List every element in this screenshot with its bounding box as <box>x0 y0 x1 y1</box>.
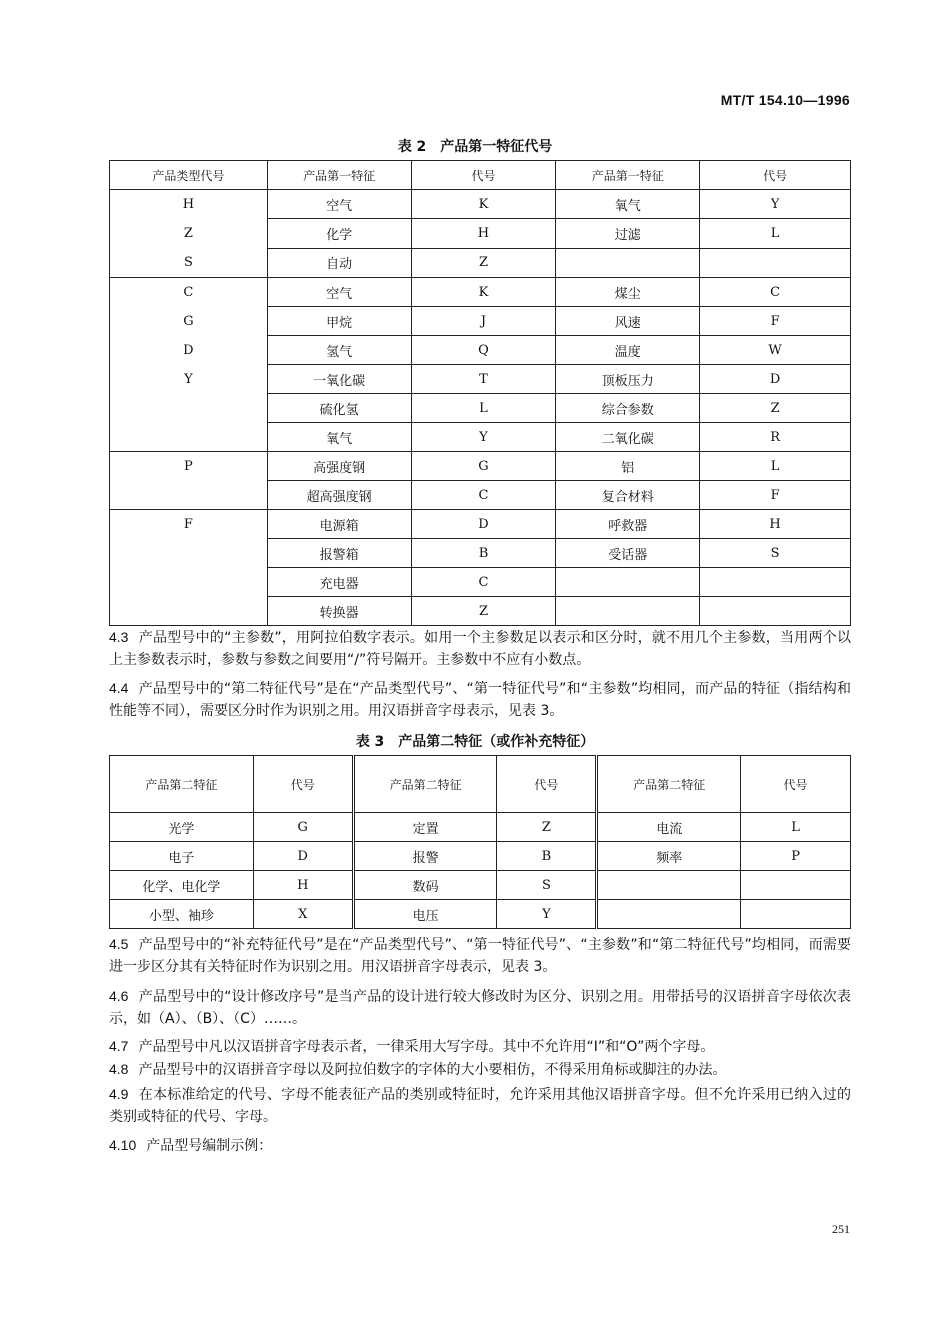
feature-name-cell: 空气 <box>267 278 411 307</box>
feature-code-cell: X <box>253 900 353 929</box>
table-row <box>110 452 851 481</box>
feature-name-cell <box>556 248 700 277</box>
feature-code-cell: H <box>411 219 556 248</box>
table-row <box>110 278 851 307</box>
type-code: Y <box>184 372 193 387</box>
clause-text: 产品型号中的汉语拼音字母以及阿拉伯数字的字体的大小要相仿，不得采用角标或脚注的办法。 <box>138 1062 727 1078</box>
clause-paragraph <box>109 626 851 671</box>
feature-code-cell: L <box>741 813 851 842</box>
feature-code-cell <box>700 568 851 597</box>
type-code: S <box>183 255 193 270</box>
feature-code-cell: L <box>700 219 851 248</box>
table3-header: 产品第二特征 <box>353 756 497 813</box>
clause-paragraph <box>109 985 851 1030</box>
product-type-codes <box>110 452 268 510</box>
feature-code-cell <box>741 871 851 900</box>
feature-code-cell: R <box>700 423 851 452</box>
feature-name-cell: 电源箱 <box>267 510 411 539</box>
feature-name-cell: 转换器 <box>267 597 411 626</box>
feature-code-cell: D <box>253 842 353 871</box>
table-row <box>110 813 851 842</box>
feature-name-cell: 定置 <box>353 813 497 842</box>
feature-code-cell: H <box>253 871 353 900</box>
feature-name-cell: 频率 <box>597 842 741 871</box>
table3-caption: 表 3 产品第二特征（或作补充特征） <box>355 734 595 750</box>
feature-code-cell: H <box>700 510 851 539</box>
feature-code-cell: D <box>700 365 851 394</box>
feature-name-cell: 光学 <box>110 813 254 842</box>
clause-paragraph <box>109 933 851 978</box>
product-type-codes <box>110 278 268 452</box>
feature-name-cell: 充电器 <box>267 568 411 597</box>
table3-header: 产品第二特征 <box>110 756 254 813</box>
table3-header: 代号 <box>741 756 851 813</box>
product-type-codes <box>110 510 268 626</box>
feature-name-cell: 报警 <box>353 842 497 871</box>
table2-header: 产品第一特征 <box>556 161 700 190</box>
feature-code-cell: Y <box>497 900 597 929</box>
feature-name-cell: 复合材料 <box>556 481 700 510</box>
feature-name-cell: 风速 <box>556 307 700 336</box>
clause-paragraph <box>109 677 851 722</box>
clause-paragraph <box>109 1035 851 1058</box>
table2-header: 代号 <box>700 161 851 190</box>
feature-name-cell: 受话器 <box>556 539 700 568</box>
feature-name-cell: 电压 <box>353 900 497 929</box>
feature-code-cell: S <box>497 871 597 900</box>
feature-code-cell: S <box>700 539 851 568</box>
feature-code-cell: Z <box>411 597 556 626</box>
type-code: H <box>182 197 195 212</box>
feature-name-cell <box>556 597 700 626</box>
feature-code-cell: C <box>411 481 556 510</box>
feature-name-cell: 化学、电化学 <box>110 871 254 900</box>
table3-header: 代号 <box>253 756 353 813</box>
feature-code-cell: Y <box>700 190 851 219</box>
table2-caption: 表 2 产品第一特征代号 <box>397 139 553 155</box>
type-code: C <box>183 285 194 300</box>
feature-code-cell: K <box>411 278 556 307</box>
feature-name-cell: 一氧化碳 <box>267 365 411 394</box>
standard-number: MT/T 154.10—1996 <box>720 92 850 108</box>
feature-code-cell: P <box>741 842 851 871</box>
feature-code-cell: Z <box>411 248 556 277</box>
feature-code-cell <box>700 597 851 626</box>
feature-code-cell: Y <box>411 423 556 452</box>
feature-code-cell: B <box>497 842 597 871</box>
feature-name-cell: 铝 <box>556 452 700 481</box>
feature-code-cell: Q <box>411 336 556 365</box>
type-code: F <box>183 517 193 532</box>
table-row <box>110 871 851 900</box>
feature-code-cell: C <box>411 568 556 597</box>
table3-header: 代号 <box>497 756 597 813</box>
clause-number: 4.3 <box>109 629 129 645</box>
feature-name-cell: 电子 <box>110 842 254 871</box>
clause-paragraph <box>109 1134 851 1157</box>
feature-code-cell: Z <box>497 813 597 842</box>
feature-name-cell: 氧气 <box>267 423 411 452</box>
table2-header: 产品第一特征 <box>267 161 411 190</box>
feature-name-cell <box>597 900 741 929</box>
table-row <box>110 510 851 539</box>
feature-code-cell: G <box>253 813 353 842</box>
feature-name-cell: 高强度钢 <box>267 452 411 481</box>
feature-name-cell: 电流 <box>597 813 741 842</box>
feature-name-cell: 温度 <box>556 336 700 365</box>
clause-paragraph <box>109 1058 851 1081</box>
clause-number: 4.10 <box>109 1137 137 1153</box>
type-code: P <box>184 459 193 474</box>
product-type-codes <box>110 190 268 278</box>
feature-name-cell: 数码 <box>353 871 497 900</box>
feature-code-cell: F <box>700 481 851 510</box>
table-row <box>110 190 851 219</box>
feature-code-cell: Z <box>700 394 851 423</box>
feature-name-cell: 小型、袖珍 <box>110 900 254 929</box>
table-row <box>110 842 851 871</box>
clause-text: 产品型号中的“补充特征代号”是在“产品类型代号”、“第一特征代号”、“主参数”和“第二特征代号”均相同，而需要进一步区分其有关特征时作为识别之用。用汉语拼音字母表示，见表 3。 <box>109 937 851 975</box>
table2-header: 代号 <box>411 161 556 190</box>
clause-text: 在本标准给定的代号、字母不能表征产品的类别或特征时，允许采用其他汉语拼音字母。但不允许采用已纳入过的类别或特征的代号、字母。 <box>109 1087 851 1125</box>
feature-name-cell: 报警箱 <box>267 539 411 568</box>
feature-name-cell: 氧气 <box>556 190 700 219</box>
type-code: Z <box>183 226 193 241</box>
feature-name-cell: 呼救器 <box>556 510 700 539</box>
clause-number: 4.7 <box>109 1038 129 1054</box>
feature-name-cell: 煤尘 <box>556 278 700 307</box>
feature-name-cell: 自动 <box>267 248 411 277</box>
clause-text: 产品型号中凡以汉语拼音字母表示者，一律采用大写字母。其中不允许用“I”和“O”两个字母。 <box>138 1039 715 1055</box>
feature-name-cell: 超高强度钢 <box>267 481 411 510</box>
type-code: D <box>183 343 194 358</box>
feature-code-cell <box>741 900 851 929</box>
clause-text: 产品型号中的“主参数”，用阿拉伯数字表示。如用一个主参数足以表示和区分时，就不用几个主参数，当用两个以上主参数表示时，参数与参数之间要用“/”符号隔开。主参数中不应有小数点。 <box>109 630 851 668</box>
clause-text: 产品型号中的“第二特征代号”是在“产品类型代号”、“第一特征代号”和“主参数”均相同，而产品的特征（指结构和性能等不同），需要区分时作为识别之用。用汉语拼音字母表示，见表 3。 <box>109 681 851 719</box>
feature-name-cell: 化学 <box>267 219 411 248</box>
clause-number: 4.5 <box>109 936 129 952</box>
feature-name-cell <box>556 568 700 597</box>
feature-name-cell <box>597 871 741 900</box>
clause-text: 产品型号中的“设计修改序号”是当产品的设计进行较大修改时为区分、识别之用。用带括号的汉语拼音字母依次表示，如（A）、（B）、（C）……。 <box>109 989 851 1027</box>
feature-code-cell: L <box>411 394 556 423</box>
feature-code-cell: K <box>411 190 556 219</box>
table2-header: 产品类型代号 <box>110 161 268 190</box>
clause-number: 4.8 <box>109 1061 129 1077</box>
table3-header: 产品第二特征 <box>597 756 741 813</box>
feature-code-cell: C <box>700 278 851 307</box>
feature-code-cell: J <box>411 307 556 336</box>
feature-name-cell: 氢气 <box>267 336 411 365</box>
table3-second-feature-codes <box>109 755 851 929</box>
feature-code-cell: G <box>411 452 556 481</box>
page-number: 251 <box>832 1222 850 1236</box>
feature-code-cell: D <box>411 510 556 539</box>
feature-name-cell: 过滤 <box>556 219 700 248</box>
table2-first-feature-codes <box>109 160 851 626</box>
feature-name-cell: 甲烷 <box>267 307 411 336</box>
type-code: G <box>183 314 194 329</box>
table3-header-row <box>110 756 851 813</box>
feature-name-cell: 硫化氢 <box>267 394 411 423</box>
clause-number: 4.9 <box>109 1086 129 1102</box>
feature-name-cell: 二氧化碳 <box>556 423 700 452</box>
feature-name-cell: 顶板压力 <box>556 365 700 394</box>
clause-text: 产品型号编制示例： <box>146 1138 273 1154</box>
feature-name-cell: 综合参数 <box>556 394 700 423</box>
clause-paragraph <box>109 1083 851 1128</box>
feature-code-cell: W <box>700 336 851 365</box>
feature-code-cell: T <box>411 365 556 394</box>
feature-code-cell: L <box>700 452 851 481</box>
feature-code-cell: F <box>700 307 851 336</box>
feature-name-cell: 空气 <box>267 190 411 219</box>
table-row <box>110 900 851 929</box>
clause-number: 4.4 <box>109 680 129 696</box>
feature-code-cell <box>700 248 851 277</box>
table2-header-row <box>110 161 851 190</box>
clause-number: 4.6 <box>109 988 129 1004</box>
feature-code-cell: B <box>411 539 556 568</box>
